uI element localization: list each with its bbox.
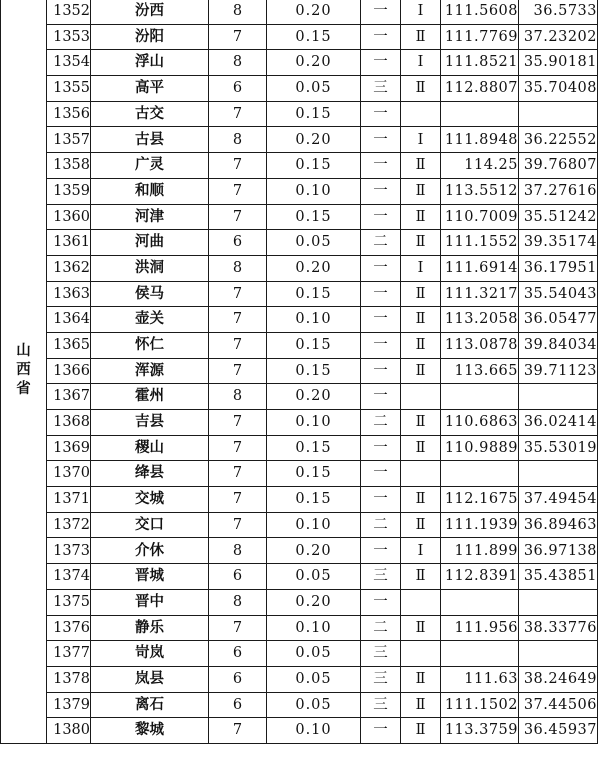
acceleration-cell: 0.15 <box>267 204 361 230</box>
table-row <box>1 692 598 718</box>
intensity-cell: 6 <box>209 692 267 718</box>
intensity-cell: 7 <box>209 718 267 744</box>
intensity-cell: 6 <box>209 666 267 692</box>
design-group-cell: 一 <box>361 384 401 410</box>
longitude-cell: 113.3759 <box>441 718 519 744</box>
acceleration-cell: 0.05 <box>267 692 361 718</box>
design-group-cell: 一 <box>361 0 401 24</box>
design-group-cell: 一 <box>361 24 401 50</box>
design-group-cell: 一 <box>361 718 401 744</box>
site-class-cell: Ⅱ <box>401 410 441 436</box>
longitude-cell: 111.5608 <box>441 0 519 24</box>
site-class-cell <box>401 461 441 487</box>
record-number-cell: 1372 <box>47 512 91 538</box>
table-row <box>1 332 598 358</box>
latitude-cell <box>519 641 598 667</box>
longitude-cell <box>441 461 519 487</box>
county-name-cell: 交城 <box>91 487 209 513</box>
latitude-cell: 35.70408 <box>519 76 598 102</box>
longitude-cell: 111.956 <box>441 615 519 641</box>
table-row <box>1 255 598 281</box>
design-group-cell: 三 <box>361 666 401 692</box>
intensity-cell: 8 <box>209 538 267 564</box>
county-name-cell: 河津 <box>91 204 209 230</box>
acceleration-cell: 0.15 <box>267 461 361 487</box>
latitude-cell: 37.23202 <box>519 24 598 50</box>
design-group-cell: 一 <box>361 435 401 461</box>
acceleration-cell: 0.05 <box>267 564 361 590</box>
table-row <box>1 76 598 102</box>
intensity-cell: 8 <box>209 50 267 76</box>
intensity-cell: 7 <box>209 307 267 333</box>
county-name-cell: 静乐 <box>91 615 209 641</box>
latitude-cell: 36.02414 <box>519 410 598 436</box>
record-number-cell: 1359 <box>47 178 91 204</box>
county-name-cell: 汾西 <box>91 0 209 24</box>
longitude-cell: 112.8391 <box>441 564 519 590</box>
record-number-cell: 1365 <box>47 332 91 358</box>
latitude-cell: 38.33776 <box>519 615 598 641</box>
longitude-cell: 110.7009 <box>441 204 519 230</box>
county-name-cell: 浮山 <box>91 50 209 76</box>
design-group-cell: 一 <box>361 538 401 564</box>
county-name-cell: 绛县 <box>91 461 209 487</box>
county-name-cell: 霍州 <box>91 384 209 410</box>
longitude-cell: 110.9889 <box>441 435 519 461</box>
table-row <box>1 101 598 127</box>
longitude-cell: 111.1939 <box>441 512 519 538</box>
record-number-cell: 1366 <box>47 358 91 384</box>
table-row <box>1 589 598 615</box>
acceleration-cell: 0.15 <box>267 332 361 358</box>
table-row <box>1 204 598 230</box>
record-number-cell: 1378 <box>47 666 91 692</box>
record-number-cell: 1361 <box>47 230 91 256</box>
county-name-cell: 高平 <box>91 76 209 102</box>
latitude-cell: 36.45937 <box>519 718 598 744</box>
intensity-cell: 8 <box>209 384 267 410</box>
table-row <box>1 435 598 461</box>
longitude-cell <box>441 101 519 127</box>
intensity-cell: 8 <box>209 589 267 615</box>
design-group-cell: 一 <box>361 50 401 76</box>
county-name-cell: 黎城 <box>91 718 209 744</box>
latitude-cell <box>519 461 598 487</box>
site-class-cell: Ⅱ <box>401 435 441 461</box>
record-number-cell: 1354 <box>47 50 91 76</box>
intensity-cell: 7 <box>209 332 267 358</box>
record-number-cell: 1358 <box>47 153 91 179</box>
table-body <box>1 0 598 743</box>
acceleration-cell: 0.10 <box>267 307 361 333</box>
latitude-cell: 39.76807 <box>519 153 598 179</box>
longitude-cell: 113.0878 <box>441 332 519 358</box>
province-cell <box>1 0 47 743</box>
table-row <box>1 410 598 436</box>
county-name-cell: 晋城 <box>91 564 209 590</box>
record-number-cell: 1376 <box>47 615 91 641</box>
site-class-cell: Ⅱ <box>401 358 441 384</box>
acceleration-cell: 0.20 <box>267 384 361 410</box>
intensity-cell: 8 <box>209 255 267 281</box>
design-group-cell: 一 <box>361 178 401 204</box>
site-class-cell: Ⅱ <box>401 564 441 590</box>
intensity-cell: 7 <box>209 281 267 307</box>
record-number-cell: 1371 <box>47 487 91 513</box>
longitude-cell: 113.665 <box>441 358 519 384</box>
acceleration-cell: 0.05 <box>267 641 361 667</box>
design-group-cell: 一 <box>361 127 401 153</box>
design-group-cell: 一 <box>361 281 401 307</box>
intensity-cell: 7 <box>209 204 267 230</box>
design-group-cell: 一 <box>361 461 401 487</box>
table-row <box>1 461 598 487</box>
county-name-cell: 洪洞 <box>91 255 209 281</box>
longitude-cell: 111.7769 <box>441 24 519 50</box>
county-name-cell: 古县 <box>91 127 209 153</box>
latitude-cell: 35.54043 <box>519 281 598 307</box>
table-row <box>1 641 598 667</box>
latitude-cell: 36.22552 <box>519 127 598 153</box>
intensity-cell: 8 <box>209 0 267 24</box>
design-group-cell: 一 <box>361 204 401 230</box>
latitude-cell <box>519 101 598 127</box>
table-row <box>1 50 598 76</box>
latitude-cell: 39.84034 <box>519 332 598 358</box>
acceleration-cell: 0.15 <box>267 358 361 384</box>
table-row <box>1 564 598 590</box>
county-name-cell: 浑源 <box>91 358 209 384</box>
site-class-cell: Ⅱ <box>401 307 441 333</box>
latitude-cell: 35.43851 <box>519 564 598 590</box>
table-row <box>1 0 598 24</box>
table-row <box>1 230 598 256</box>
county-name-cell: 介休 <box>91 538 209 564</box>
county-name-cell: 晋中 <box>91 589 209 615</box>
acceleration-cell: 0.15 <box>267 435 361 461</box>
intensity-cell: 6 <box>209 230 267 256</box>
longitude-cell: 111.63 <box>441 666 519 692</box>
table-row <box>1 487 598 513</box>
site-class-cell: Ⅱ <box>401 718 441 744</box>
county-name-cell: 和顺 <box>91 178 209 204</box>
table-row <box>1 24 598 50</box>
acceleration-cell: 0.15 <box>267 101 361 127</box>
site-class-cell: Ⅰ <box>401 538 441 564</box>
design-group-cell: 一 <box>361 589 401 615</box>
site-class-cell: Ⅱ <box>401 666 441 692</box>
acceleration-cell: 0.20 <box>267 50 361 76</box>
latitude-cell: 35.53019 <box>519 435 598 461</box>
site-class-cell: Ⅱ <box>401 204 441 230</box>
site-class-cell: Ⅰ <box>401 50 441 76</box>
longitude-cell: 111.1502 <box>441 692 519 718</box>
record-number-cell: 1364 <box>47 307 91 333</box>
table-row <box>1 666 598 692</box>
intensity-cell: 7 <box>209 487 267 513</box>
record-number-cell: 1353 <box>47 24 91 50</box>
site-class-cell: Ⅱ <box>401 332 441 358</box>
record-number-cell: 1377 <box>47 641 91 667</box>
site-class-cell <box>401 101 441 127</box>
longitude-cell: 111.3217 <box>441 281 519 307</box>
longitude-cell: 110.6863 <box>441 410 519 436</box>
longitude-cell: 111.6914 <box>441 255 519 281</box>
intensity-cell: 7 <box>209 512 267 538</box>
site-class-cell: Ⅱ <box>401 692 441 718</box>
record-number-cell: 1374 <box>47 564 91 590</box>
design-group-cell: 三 <box>361 692 401 718</box>
longitude-cell: 111.1552 <box>441 230 519 256</box>
latitude-cell: 37.44506 <box>519 692 598 718</box>
table-row <box>1 384 598 410</box>
record-number-cell: 1370 <box>47 461 91 487</box>
longitude-cell: 111.8521 <box>441 50 519 76</box>
intensity-cell: 7 <box>209 24 267 50</box>
county-name-cell: 岚县 <box>91 666 209 692</box>
longitude-cell <box>441 641 519 667</box>
record-number-cell: 1379 <box>47 692 91 718</box>
longitude-cell: 114.25 <box>441 153 519 179</box>
intensity-cell: 7 <box>209 153 267 179</box>
acceleration-cell: 0.15 <box>267 487 361 513</box>
site-class-cell: Ⅱ <box>401 230 441 256</box>
acceleration-cell: 0.15 <box>267 24 361 50</box>
intensity-cell: 8 <box>209 127 267 153</box>
latitude-cell: 37.49454 <box>519 487 598 513</box>
site-class-cell: Ⅱ <box>401 487 441 513</box>
record-number-cell: 1367 <box>47 384 91 410</box>
acceleration-cell: 0.05 <box>267 230 361 256</box>
acceleration-cell: 0.10 <box>267 178 361 204</box>
latitude-cell: 36.05477 <box>519 307 598 333</box>
latitude-cell <box>519 589 598 615</box>
longitude-cell: 111.899 <box>441 538 519 564</box>
site-class-cell: Ⅰ <box>401 255 441 281</box>
county-name-cell: 交口 <box>91 512 209 538</box>
latitude-cell: 39.71123 <box>519 358 598 384</box>
intensity-cell: 7 <box>209 410 267 436</box>
latitude-cell: 36.97138 <box>519 538 598 564</box>
longitude-cell: 112.8807 <box>441 76 519 102</box>
latitude-cell: 35.90181 <box>519 50 598 76</box>
county-name-cell: 广灵 <box>91 153 209 179</box>
design-group-cell: 一 <box>361 153 401 179</box>
county-name-cell: 吉县 <box>91 410 209 436</box>
table-row <box>1 281 598 307</box>
site-class-cell: Ⅱ <box>401 512 441 538</box>
table-row <box>1 127 598 153</box>
record-number-cell: 1373 <box>47 538 91 564</box>
site-class-cell <box>401 589 441 615</box>
acceleration-cell: 0.20 <box>267 0 361 24</box>
table-row <box>1 178 598 204</box>
longitude-cell: 113.2058 <box>441 307 519 333</box>
site-class-cell: Ⅰ <box>401 0 441 24</box>
intensity-cell: 7 <box>209 101 267 127</box>
record-number-cell: 1362 <box>47 255 91 281</box>
table-row <box>1 718 598 744</box>
record-number-cell: 1363 <box>47 281 91 307</box>
record-number-cell: 1368 <box>47 410 91 436</box>
record-number-cell: 1369 <box>47 435 91 461</box>
table-row <box>1 307 598 333</box>
intensity-cell: 6 <box>209 564 267 590</box>
table-row <box>1 512 598 538</box>
design-group-cell: 一 <box>361 101 401 127</box>
site-class-cell: Ⅰ <box>401 127 441 153</box>
county-name-cell: 怀仁 <box>91 332 209 358</box>
record-number-cell: 1357 <box>47 127 91 153</box>
latitude-cell: 36.17951 <box>519 255 598 281</box>
acceleration-cell: 0.20 <box>267 127 361 153</box>
design-group-cell: 三 <box>361 641 401 667</box>
acceleration-cell: 0.20 <box>267 255 361 281</box>
design-group-cell: 三 <box>361 564 401 590</box>
site-class-cell <box>401 641 441 667</box>
design-group-cell: 二 <box>361 615 401 641</box>
longitude-cell <box>441 589 519 615</box>
site-class-cell: Ⅱ <box>401 76 441 102</box>
longitude-cell <box>441 384 519 410</box>
design-group-cell: 一 <box>361 332 401 358</box>
intensity-cell: 7 <box>209 178 267 204</box>
record-number-cell: 1352 <box>47 0 91 24</box>
longitude-cell: 113.5512 <box>441 178 519 204</box>
acceleration-cell: 0.05 <box>267 666 361 692</box>
acceleration-cell: 0.05 <box>267 76 361 102</box>
design-group-cell: 一 <box>361 255 401 281</box>
latitude-cell: 35.51242 <box>519 204 598 230</box>
intensity-cell: 7 <box>209 615 267 641</box>
design-group-cell: 一 <box>361 307 401 333</box>
intensity-cell: 7 <box>209 461 267 487</box>
acceleration-cell: 0.10 <box>267 512 361 538</box>
county-name-cell: 古交 <box>91 101 209 127</box>
county-name-cell: 岢岚 <box>91 641 209 667</box>
acceleration-cell: 0.15 <box>267 153 361 179</box>
latitude-cell: 36.89463 <box>519 512 598 538</box>
intensity-cell: 6 <box>209 76 267 102</box>
longitude-cell: 111.8948 <box>441 127 519 153</box>
design-group-cell: 一 <box>361 487 401 513</box>
acceleration-cell: 0.10 <box>267 718 361 744</box>
acceleration-cell: 0.10 <box>267 410 361 436</box>
site-class-cell: Ⅱ <box>401 178 441 204</box>
site-class-cell: Ⅱ <box>401 281 441 307</box>
intensity-cell: 7 <box>209 435 267 461</box>
table-row <box>1 153 598 179</box>
record-number-cell: 1356 <box>47 101 91 127</box>
county-name-cell: 侯马 <box>91 281 209 307</box>
record-number-cell: 1360 <box>47 204 91 230</box>
longitude-cell: 112.1675 <box>441 487 519 513</box>
county-name-cell: 汾阳 <box>91 24 209 50</box>
table-row <box>1 358 598 384</box>
site-class-cell: Ⅱ <box>401 24 441 50</box>
latitude-cell: 37.27616 <box>519 178 598 204</box>
design-group-cell: 二 <box>361 512 401 538</box>
design-group-cell: 三 <box>361 76 401 102</box>
site-class-cell: Ⅱ <box>401 615 441 641</box>
site-class-cell: Ⅱ <box>401 153 441 179</box>
county-name-cell: 河曲 <box>91 230 209 256</box>
acceleration-cell: 0.20 <box>267 538 361 564</box>
latitude-cell: 38.24649 <box>519 666 598 692</box>
county-name-cell: 稷山 <box>91 435 209 461</box>
latitude-cell <box>519 384 598 410</box>
record-number-cell: 1355 <box>47 76 91 102</box>
intensity-cell: 7 <box>209 358 267 384</box>
design-group-cell: 一 <box>361 358 401 384</box>
county-name-cell: 壶关 <box>91 307 209 333</box>
province-label: 山西省 <box>16 343 31 398</box>
table-row <box>1 615 598 641</box>
design-group-cell: 二 <box>361 230 401 256</box>
record-number-cell: 1380 <box>47 718 91 744</box>
acceleration-cell: 0.20 <box>267 589 361 615</box>
site-class-cell <box>401 384 441 410</box>
table-row <box>1 538 598 564</box>
latitude-cell: 36.5733 <box>519 0 598 24</box>
intensity-cell: 6 <box>209 641 267 667</box>
acceleration-cell: 0.10 <box>267 615 361 641</box>
record-number-cell: 1375 <box>47 589 91 615</box>
latitude-cell: 39.35174 <box>519 230 598 256</box>
county-name-cell: 离石 <box>91 692 209 718</box>
design-group-cell: 二 <box>361 410 401 436</box>
acceleration-cell: 0.15 <box>267 281 361 307</box>
